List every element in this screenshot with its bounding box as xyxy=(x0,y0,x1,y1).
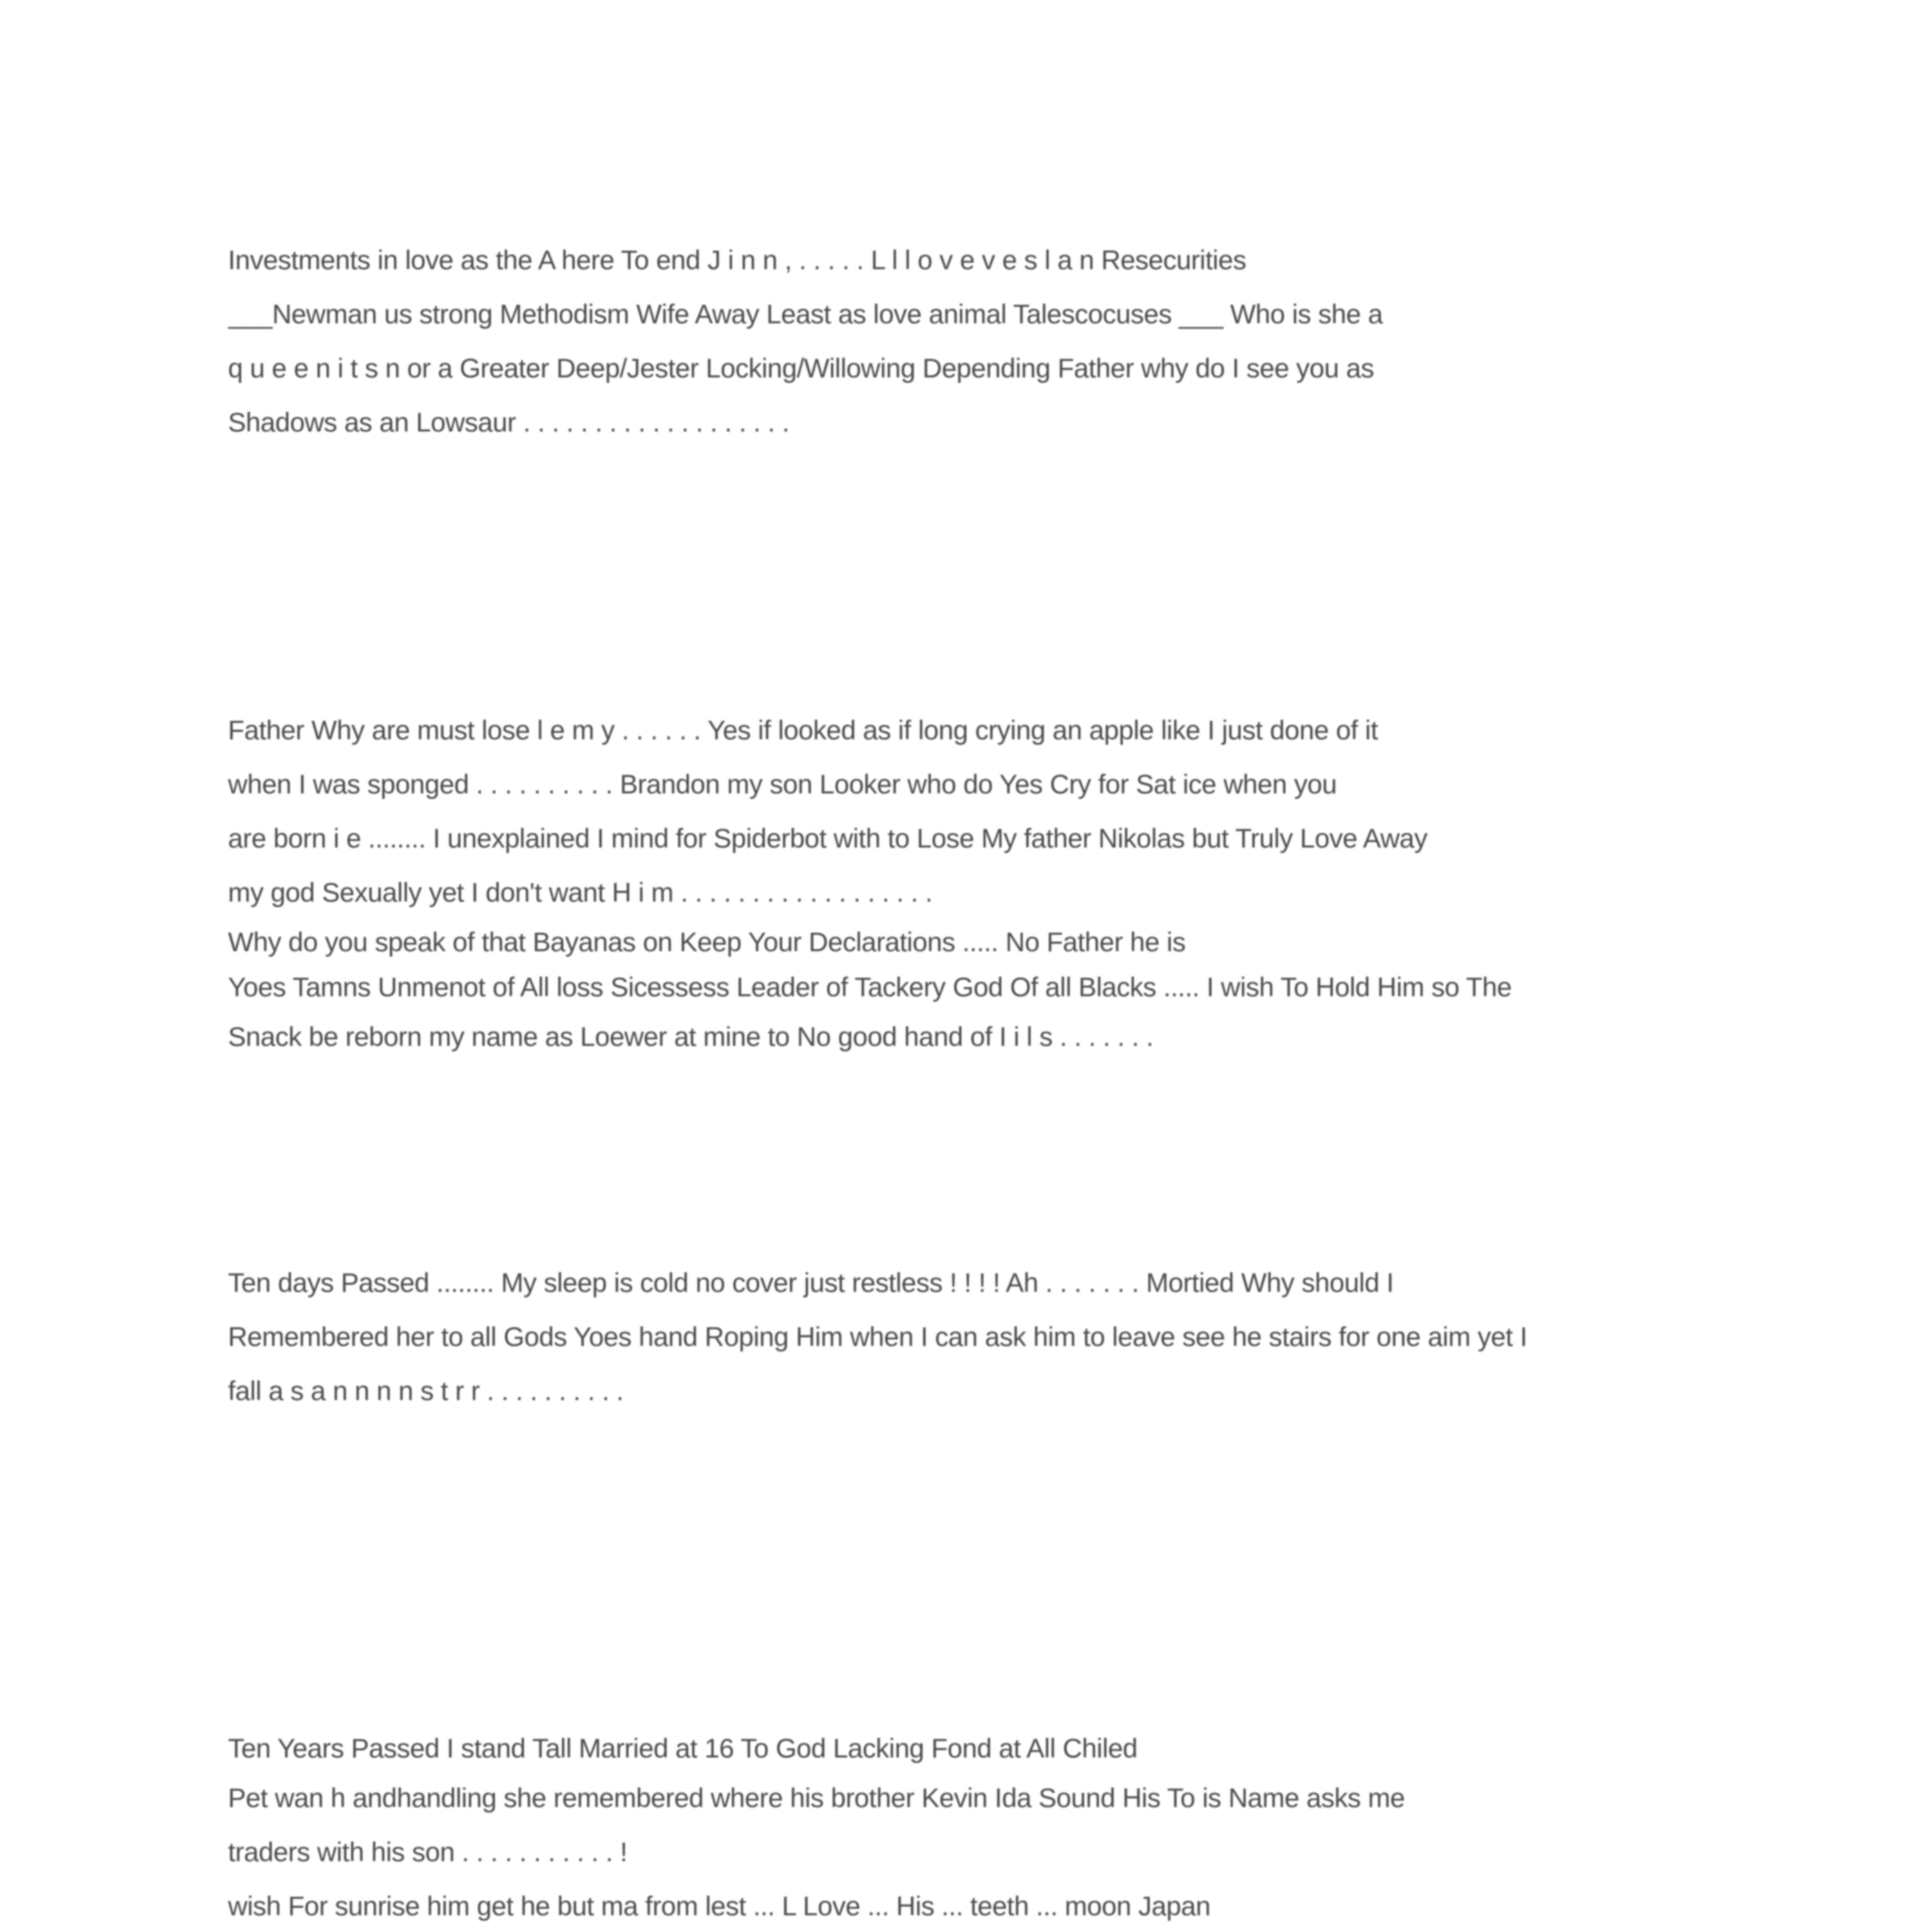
text-line: Ten days Passed ........ My sleep is cold no cover just restless ! ! ! ! Ah . . . . . . . Mortied Why should I xyxy=(228,1267,1394,1298)
text-line: Ten Years Passed I stand Tall Married at 16 To God Lacking Fond at All Chiled xyxy=(228,1733,1138,1763)
text-line: my god Sexually yet I don't want H i m . . . . . . . . . . . . . . . . . . xyxy=(228,877,933,907)
text-line: ___Newman us strong Methodism Wife Away Least as love animal Talescocuses ___ Who is she a xyxy=(228,299,1383,329)
text-line: are born i e ........ I unexplained I mind for Spiderbot with to Lose My father Nikolas but Truly Love Away xyxy=(228,823,1428,853)
text-line: Father Why are must lose l e m y . . . . . . Yes if looked as if long crying an apple like I just done of it xyxy=(228,715,1378,745)
paragraph-1 xyxy=(228,233,1709,450)
text-line: Yoes Tamns Unmenot of All loss Sicessess Leader of Tackery God Of all Blacks ..... I wish To Hold Him so The xyxy=(228,972,1512,1002)
text-line: Investments in love as the A here To end J i n n , . . . . . L l l o v e v e s l a n Resecurities xyxy=(228,245,1246,275)
text-line: Pet wan h andhandling she remembered where his brother Kevin Ida Sound His To is Name asks me xyxy=(228,1783,1405,1813)
text-line: fall a s a n n n n s t r r . . . . . . . . . . xyxy=(228,1376,624,1406)
paragraph-2 xyxy=(228,703,1709,1064)
text-line: Snack be reborn my name as Loewer at mine to No good hand of I i l s . . . . . . . xyxy=(228,1021,1153,1052)
text-line: Remembered her to all Gods Yoes hand Roping Him when I can ask him to leave see he stairs for one aim yet I xyxy=(228,1321,1528,1352)
paragraph-4 xyxy=(228,1726,1709,1932)
text-line: Why do you speak of that Bayanas on Keep Your Declarations ..... No Father he is xyxy=(228,927,1186,957)
paragraph-3 xyxy=(228,1256,1709,1418)
text-line: Shadows as an Lowsaur . . . . . . . . . . . . . . . . . . . xyxy=(228,407,790,437)
text-line: traders with his son . . . . . . . . . . . ! xyxy=(228,1837,627,1867)
text-line: when I was sponged . . . . . . . . . . Brandon my son Looker who do Yes Cry for Sat ice when you xyxy=(228,769,1337,799)
text-line: q u e e n i t s n or a Greater Deep/Jester Locking/Willowing Depending Father why do I see you as xyxy=(228,353,1374,383)
text-line: wish For sunrise him get he but ma from lest ... L Love ... His ... teeth ... moon Japan xyxy=(228,1891,1211,1921)
